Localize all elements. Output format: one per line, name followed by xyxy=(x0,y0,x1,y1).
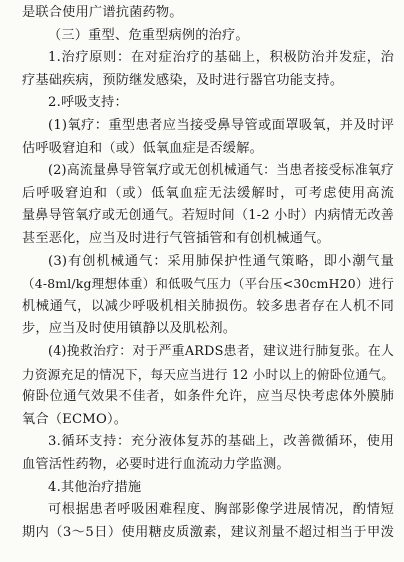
text-line: (1)氧疗：重型患者应当接受鼻导管或面罩吸氧，并及时评 xyxy=(48,118,394,133)
text-line: 甚至恶化，应当及时进行气管插管和有创机械通气。 xyxy=(22,231,330,246)
text-line: 机械通气，以减少呼吸机相关肺损伤。较多患者存在人机不同 xyxy=(22,298,394,314)
subheading: 2.呼吸支持： xyxy=(48,95,128,111)
text-line: 氧合（ECMO）。 xyxy=(22,411,128,427)
text-line: 期内（3～5日）使用糖皮质激素，建议剂量不超过相当于甲泼 xyxy=(22,524,394,540)
text-line: 估呼吸窘迫和（或）低氧血症是否缓解。 xyxy=(22,140,263,156)
text-line: (2)高流量鼻导管氧疗或无创机械通气：当患者接受标准氧疗 xyxy=(48,163,394,179)
section-heading: （三）重型、危重型病例的治疗。 xyxy=(48,27,249,43)
text-line: 力资源充足的情况下，每天应当进行 12 小时以上的俯卧位通气。 xyxy=(22,366,394,382)
text-line: 步，应当及时使用镇静以及肌松剂。 xyxy=(22,321,237,337)
text-line: （4-8ml/kg理想体重）和低吸气压力（平台压<30cmH20）进行 xyxy=(22,276,394,292)
text-line: 3.循环支持：充分液体复苏的基础上，改善微循环，使用 xyxy=(48,434,394,450)
text-line: (3)有创机械通气：采用肺保护性通气策略，即小潮气量 xyxy=(48,253,394,269)
text-line: 血管活性药物，必要时进行血流动力学监测。 xyxy=(22,457,290,472)
text-line: 可根据患者呼吸困难程度、胸部影像学进展情况，酌情短 xyxy=(48,502,394,518)
subheading: 4.其他治疗措施 xyxy=(48,479,142,495)
text-line: (4)挽救治疗：对于严重ARDS患者，建议进行肺复张。在人 xyxy=(48,344,394,359)
text-line: 后呼吸窘迫和（或）低氧血症无法缓解时，可考虑使用高流 xyxy=(22,185,394,201)
text-line: 是联合使用广谱抗菌药物。 xyxy=(22,5,183,20)
text-line: 俯卧位通气效果不佳者，如条件允许，应当尽快考虑体外膜肺 xyxy=(22,389,394,405)
text-line: 量鼻导管氧疗或无创通气。若短时间（1-2 小时）内病情无改善 xyxy=(22,208,394,224)
text-line: 1.治疗原则：在对症治疗的基础上，积极防治并发症，治 xyxy=(48,50,394,66)
text-line: 疗基础疾病，预防继发感染，及时进行器官功能支持。 xyxy=(22,72,344,88)
